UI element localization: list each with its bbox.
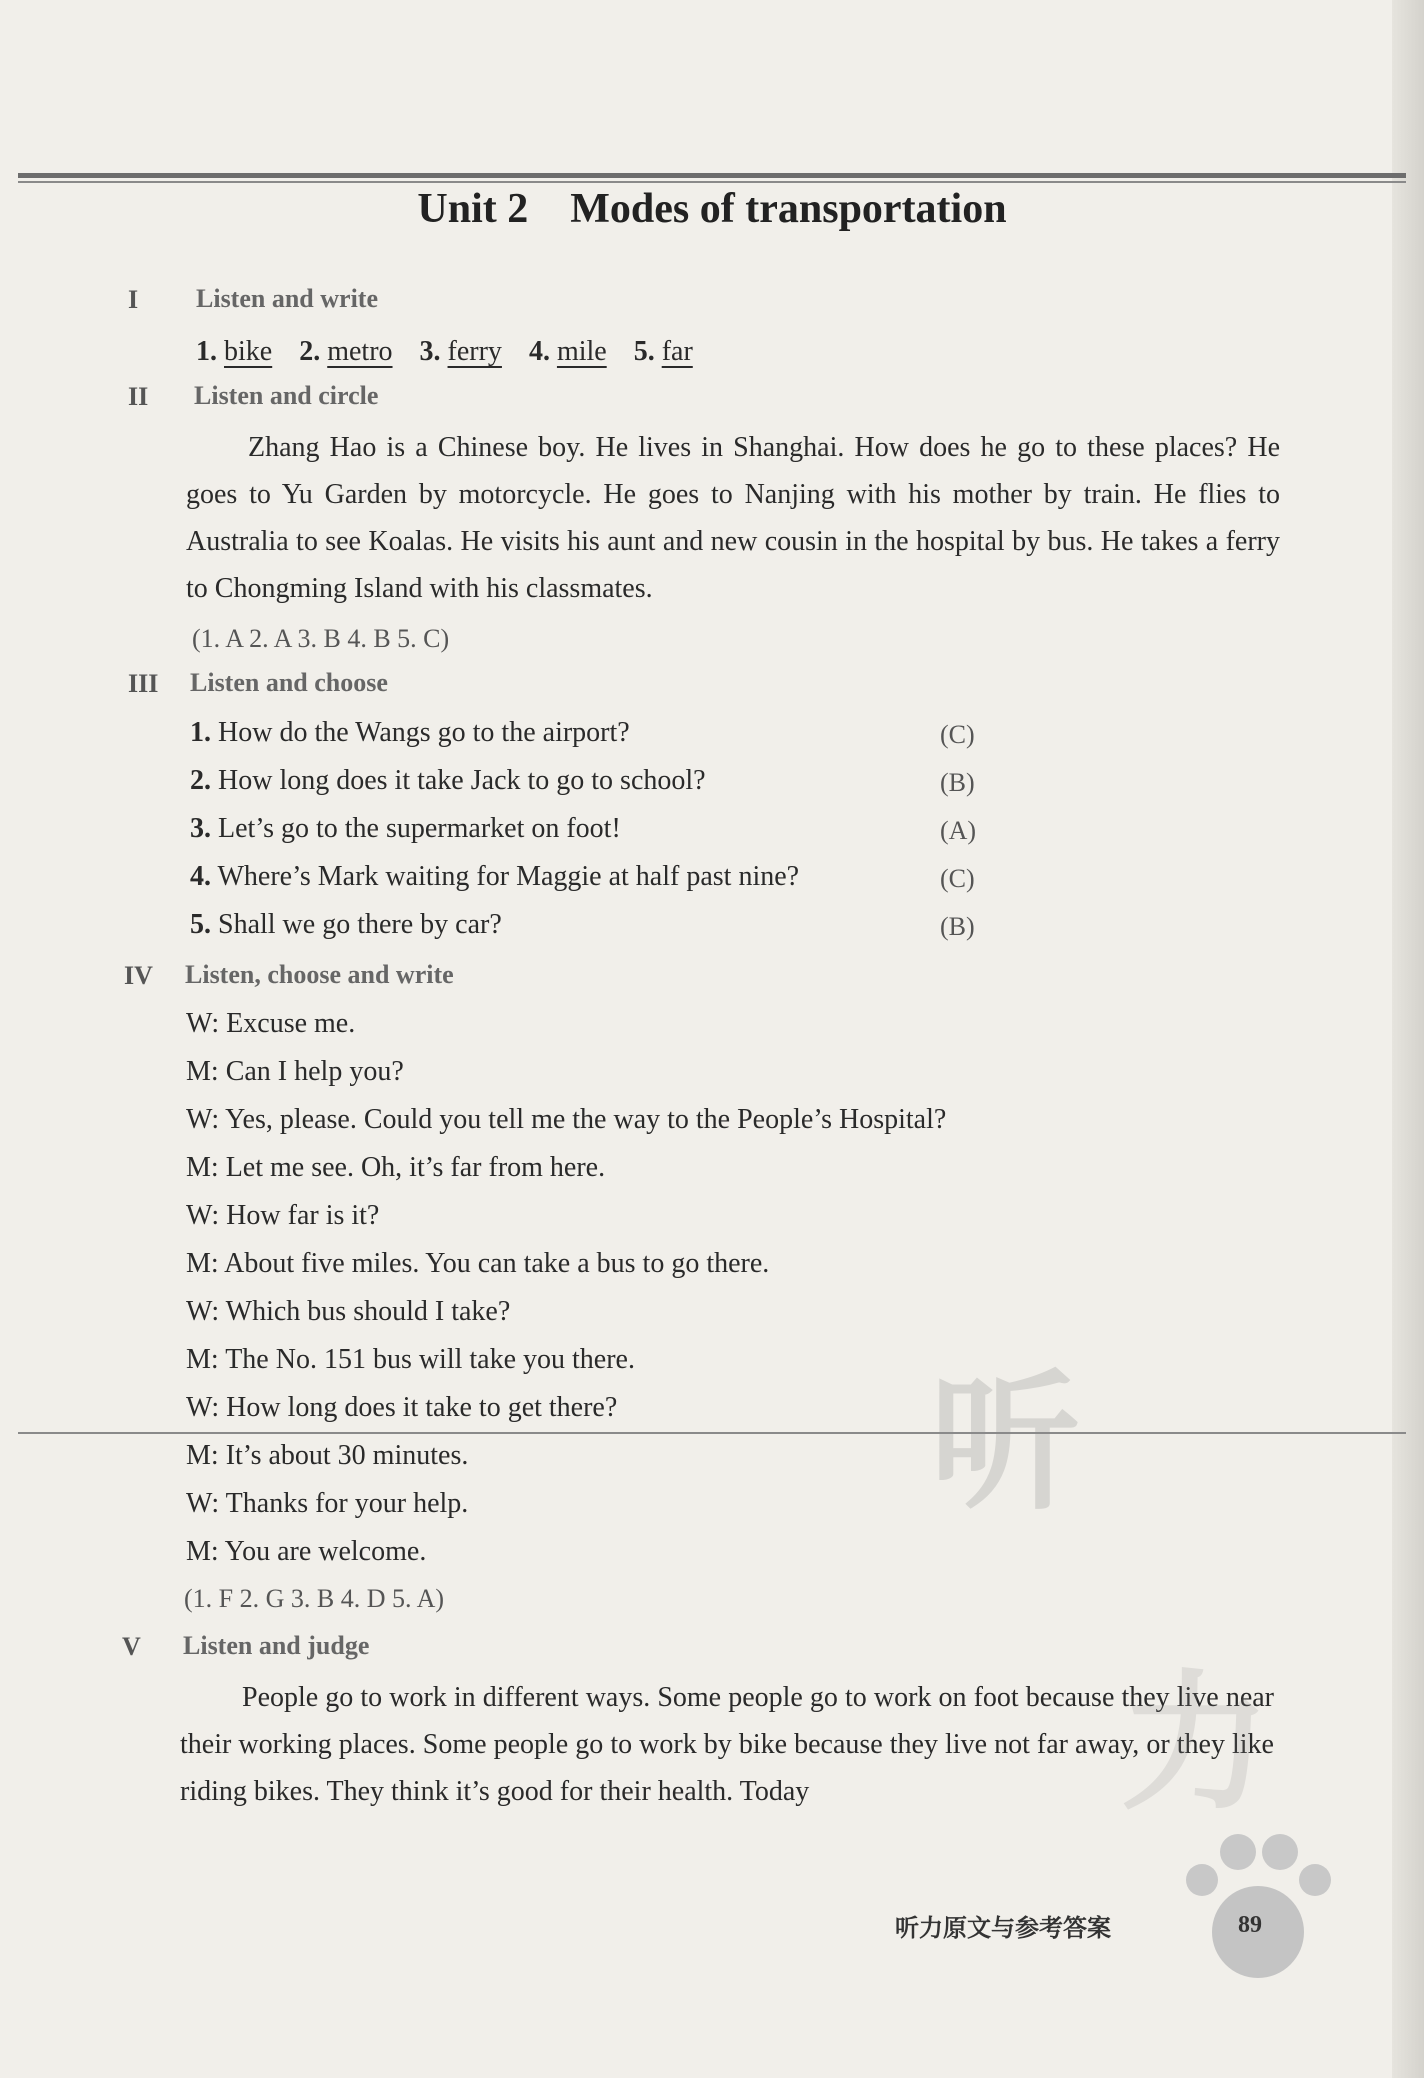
section-2-heading: Listen and circle: [194, 381, 379, 410]
question-number: 3.: [190, 813, 211, 844]
answer-word: metro: [327, 336, 393, 367]
dialogue-text: How far is it?: [226, 1200, 380, 1231]
section-2-answers: (1. A 2. A 3. B 4. B 5. C): [192, 624, 450, 653]
answer-word: bike: [224, 336, 273, 367]
question-number: 4.: [190, 861, 211, 892]
dialogue-text: How long does it take to get there?: [226, 1392, 618, 1423]
section-4-answers: (1. F 2. G 3. B 4. D 5. A): [184, 1584, 445, 1613]
page-title: [0, 185, 1424, 233]
question-text: Where’s Mark waiting for Maggie at half past nine?: [217, 861, 800, 892]
footer-label: 听力原文与参考答案: [895, 1914, 1111, 1942]
section-5-heading: Listen and judge: [183, 1631, 370, 1660]
section-3-number: III: [128, 669, 159, 698]
item-number: 5.: [633, 336, 655, 367]
question-text: Shall we go there by car?: [218, 909, 502, 940]
speaker-label: W:: [186, 1008, 220, 1039]
question-text: Let’s go to the supermarket on foot!: [218, 813, 621, 844]
section-1-answers: [196, 334, 693, 370]
dialogue-text: Yes, please. Could you tell me the way to the People’s Hospital?: [225, 1104, 947, 1135]
question-3-answer: (A): [940, 816, 977, 845]
dialogue-text: Which bus should I take?: [225, 1296, 511, 1327]
question-2-answer: (B): [940, 768, 975, 797]
dialogue-text: Thanks for your help.: [225, 1488, 469, 1519]
section-2-passage: Zhang Hao is a Chinese boy. He lives in Shanghai. How does he go to these places? He goes to Yu Garden by motorcycle. He goes to Nanjing with his mother by train. He flies to Australia to see Koalas. He visits his aunt and new cousin in the hospital by bus. He takes a ferry to Chongming Island with his classmates.: [186, 432, 1280, 604]
unit-name: Modes of transportation: [570, 186, 1007, 232]
dialogue-line: [186, 1006, 355, 1042]
answer-word: mile: [556, 336, 607, 367]
question-text: How do the Wangs go to the airport?: [218, 717, 630, 748]
item-number: 3.: [419, 336, 441, 367]
speaker-label: M:: [186, 1056, 219, 1087]
dialogue-line: [186, 1438, 468, 1474]
top-rule: [18, 173, 1406, 178]
page-number: 89: [1238, 1912, 1262, 1938]
section-2-number: II: [128, 382, 149, 411]
dialogue-line: [186, 1534, 426, 1570]
question-1: [190, 715, 630, 751]
watermark-char-ting: 听: [929, 1357, 1081, 1520]
watermark-char-li: 力: [1119, 1657, 1271, 1820]
dialogue-text: You are welcome.: [224, 1536, 427, 1567]
speaker-label: W:: [186, 1200, 220, 1231]
middle-rule: [18, 1432, 1406, 1434]
speaker-label: W:: [186, 1104, 220, 1135]
watermark-li: [1110, 1650, 1280, 1820]
question-number: 2.: [190, 765, 211, 796]
dialogue-line: [186, 1198, 379, 1234]
dialogue-text: It’s about 30 minutes.: [225, 1440, 469, 1471]
question-4-answer: (C): [940, 864, 975, 893]
section-4-number: IV: [124, 961, 153, 990]
section-1-number: I: [128, 285, 139, 314]
question-number: 5.: [190, 909, 211, 940]
question-4: [190, 859, 799, 895]
section-4-heading: Listen, choose and write: [185, 960, 454, 989]
dialogue-line: [186, 1150, 605, 1186]
speaker-label: M:: [186, 1536, 219, 1567]
dialogue-line: [186, 1294, 510, 1330]
speaker-label: W:: [186, 1488, 220, 1519]
watermark-ting: [920, 1350, 1090, 1520]
dialogue-text: Excuse me.: [226, 1008, 356, 1039]
section-1-heading: Listen and write: [196, 284, 378, 313]
speaker-label: M:: [186, 1344, 219, 1375]
speaker-label: W:: [186, 1392, 220, 1423]
question-5: [190, 907, 502, 943]
section-5-number: V: [122, 1632, 141, 1661]
item-number: 2.: [299, 336, 321, 367]
dialogue-text: Let me see. Oh, it’s far from here.: [225, 1152, 606, 1183]
unit-label: Unit 2: [417, 186, 529, 232]
question-5-answer: (B): [940, 912, 975, 941]
question-text: How long does it take Jack to go to school?: [218, 765, 706, 796]
page-edge: [1392, 0, 1424, 2078]
question-3: [190, 811, 621, 847]
answer-word: far: [661, 336, 693, 367]
speaker-label: M:: [186, 1248, 219, 1279]
dialogue-line: [186, 1342, 635, 1378]
dialogue-line: [186, 1486, 468, 1522]
paw-icon: [1180, 1830, 1340, 1980]
section-3-heading: Listen and choose: [190, 668, 388, 697]
dialogue-line: [186, 1246, 769, 1282]
question-number: 1.: [190, 717, 211, 748]
dialogue-line: [186, 1390, 617, 1426]
dialogue-text: About five miles. You can take a bus to go there.: [224, 1248, 770, 1279]
speaker-label: M:: [186, 1152, 219, 1183]
dialogue-line: [186, 1102, 946, 1138]
top-rule-thin: [18, 181, 1406, 183]
item-number: 1.: [196, 336, 217, 367]
question-1-answer: (C): [940, 720, 975, 749]
speaker-label: W:: [186, 1296, 220, 1327]
section-5-passage: People go to work in different ways. Some people go to work on foot because they live near their working places. Some people go to work by bike because they live not far away, or they like riding bikes. They think it’s good for their health. Today: [180, 1682, 1274, 1807]
dialogue-text: The No. 151 bus will take you there.: [225, 1344, 635, 1375]
answer-word: ferry: [447, 336, 502, 367]
question-2: [190, 763, 706, 799]
dialogue-text: Can I help you?: [225, 1056, 404, 1087]
dialogue-line: [186, 1054, 404, 1090]
speaker-label: M:: [186, 1440, 219, 1471]
item-number: 4.: [528, 336, 550, 367]
